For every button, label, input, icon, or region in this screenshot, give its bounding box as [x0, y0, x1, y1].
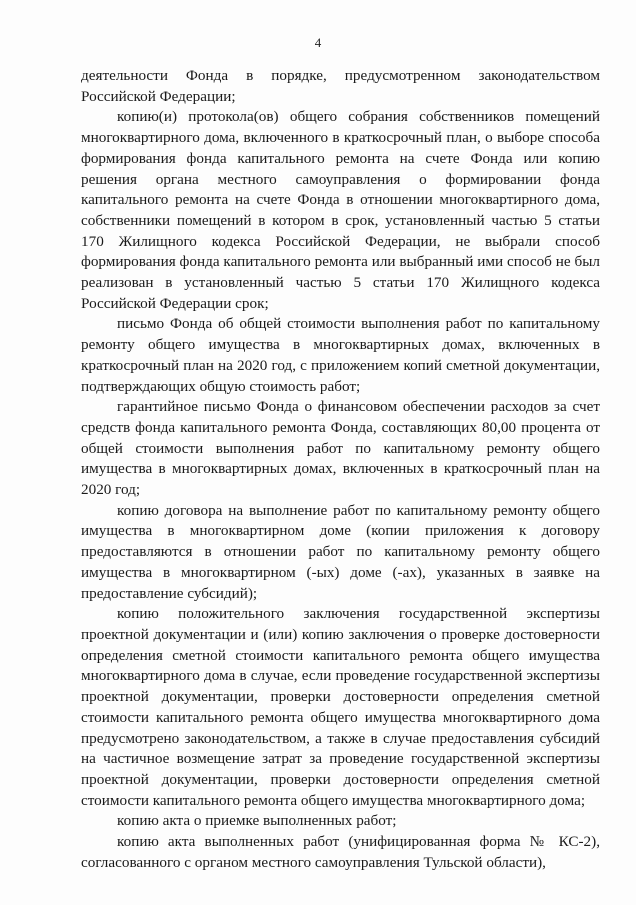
paragraph-acceptance-act: копию акта о приемке выполненных работ;: [117, 812, 397, 830]
paragraph-expertise-conclusion: копию положительного заключения государственной экспертизы проектной документации и (или) копию заключения о проверке достоверности определения сметной стоимости капитального ремонта общего имущества многоквартирного дома в случае, если проведение государственной экспертизы проектной документации, проверки достоверности определения сметной стоимости капитального ремонта общего имущества многоквартирного дома предусмотрено законодательством, а также в случае предоставления субсидий на частичное возмещение затрат за проведение государственной экспертизы проектной документации, проверки достоверности определения сметной стоимости капитального ремонта общего имущества многоквартирного дома;: [81, 605, 600, 809]
paragraph-meeting-protocol: копию(и) протокола(ов) общего собрания собственников помещений многоквартирного дома, включенного в краткосрочный план, о выборе способа формирования фонда капитального ремонта на счете Фонда или копию решения органа местного самоуправления о формировании фонда капитального ремонта на счете Фонда в отношении многоквартирного дома, собственники помещений в котором в срок, установленный частью 5 статьи 170 Жилищного кодекса Российской Федерации, не выбрали способ формирования фонда капитального ремонта или выбранный ими способ не был реализован в установленный частью 5 статьи 170 Жилищного кодекса Российской Федерации срок;: [81, 108, 600, 312]
paragraph-continuation: деятельности Фонда в порядке, предусмотренном законодательством Российской Федерации;: [81, 67, 600, 105]
paragraph-cost-letter: письмо Фонда об общей стоимости выполнения работ по капитальному ремонту общего имущества в многоквартирных домах, включенных в краткосрочный план на 2020 год, с приложением копий сметной документации, подтверждающих общую стоимость работ;: [81, 315, 600, 395]
paragraph-ks2-act: копию акта выполненных работ (унифицированная форма № КС-2), согласованного с органом местного самоуправления Тульской области),: [81, 833, 600, 871]
paragraph-contract-copy: копию договора на выполнение работ по капитальному ремонту общего имущества в многоквартирном доме (копии приложения к договору предоставляются в отношении работ по капитальному ремонту общего имущества в многоквартирном (-ых) доме (-ах), указанных в заявке на предоставление субсидий);: [81, 501, 600, 602]
document-body: [81, 66, 600, 873]
page-number: 4: [314, 35, 322, 50]
paragraph-guarantee-letter: гарантийное письмо Фонда о финансовом обеспечении расходов за счет средств фонда капитального ремонта Фонда, составляющих 80,00 процента от общей стоимости выполнения работ по капитальному ремонту общего имущества в многоквартирных домах, включенных в краткосрочный план на 2020 год;: [81, 398, 600, 499]
